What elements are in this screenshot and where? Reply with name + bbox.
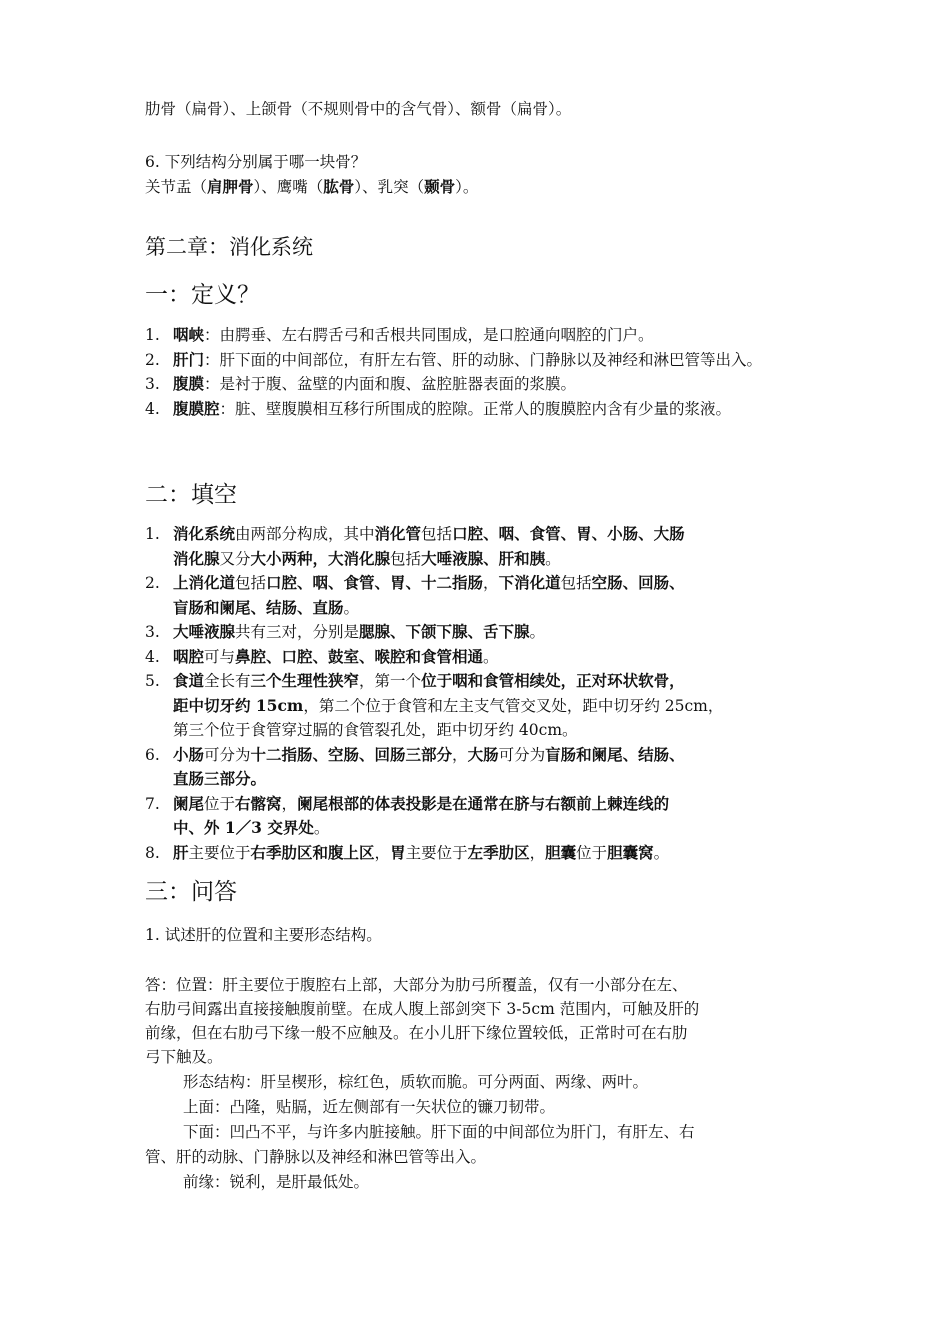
bold-text: 阑尾根部的体表投影是在通常在脐与右额前上棘连线的 bbox=[297, 793, 670, 813]
list-item-text bbox=[173, 522, 815, 571]
list-item bbox=[145, 323, 815, 348]
list-item bbox=[145, 372, 815, 397]
text-run: 。 bbox=[545, 549, 561, 568]
list-item bbox=[145, 620, 815, 645]
bold-text: 肝门 bbox=[173, 349, 205, 369]
list-item-text bbox=[173, 669, 815, 743]
list-item-number: 6. bbox=[145, 745, 160, 764]
list-item-number: 4. bbox=[145, 647, 160, 666]
bold-text: 大肠 bbox=[467, 744, 499, 764]
answer-lower-surface-cont: 管、肝的动脉、门静脉以及神经和淋巴管等出入。 bbox=[145, 1148, 487, 1166]
list-item-text bbox=[173, 743, 815, 792]
list-item bbox=[145, 792, 815, 841]
chapter-title: 第二章：消化系统 bbox=[145, 235, 313, 259]
list-item-number: 1. bbox=[145, 525, 160, 543]
text-run: ：肝下面的中间部位，有肝左右管、肝的动脉、门静脉以及神经和淋巴管等出入。 bbox=[204, 350, 763, 369]
answer-lower-surface: 下面：凹凸不平，与许多内脏接触。肝下面的中间部位为肝门，有肝左、右 bbox=[183, 1123, 695, 1141]
list-item-text bbox=[173, 645, 815, 670]
list-item-number: 2. bbox=[145, 350, 160, 369]
bold-text: 大唾液腺 bbox=[173, 622, 236, 641]
definition-list bbox=[145, 323, 815, 421]
list-item bbox=[145, 397, 815, 422]
text-run: 共有三对，分别是 bbox=[235, 623, 360, 641]
text-run: 关节盂（ bbox=[145, 178, 208, 196]
bold-text: 咽峡 bbox=[173, 325, 205, 344]
text-run: 主要位于 bbox=[188, 843, 251, 862]
list-item-text bbox=[173, 571, 815, 620]
bold-text: 胃 bbox=[390, 842, 406, 862]
text-run: 由两部分构成，其中 bbox=[235, 525, 375, 543]
bold-text: 下消化道 bbox=[498, 573, 561, 592]
question-6-title: 6. 下列结构分别属于哪一块骨？ bbox=[145, 153, 367, 171]
bold-text: 上消化道 bbox=[173, 573, 236, 592]
answer-line-2: 右肋弓间露出直接接触腹前壁。在成人腹上部剑突下 3-5cm 范围内，可触及肝的 bbox=[145, 1000, 700, 1018]
list-item-text bbox=[173, 372, 815, 397]
bold-text: 消化管 bbox=[374, 524, 422, 543]
bold-text: 三个生理性狭窄 bbox=[250, 671, 360, 690]
bold-text: 位于咽和食管相续处，正对环状软骨， bbox=[421, 671, 685, 690]
text-run: ：是衬于腹、盆壁的内面和腹、盆腔脏器表面的浆膜。 bbox=[204, 375, 577, 393]
bold-text: 小肠 bbox=[173, 744, 205, 764]
list-item bbox=[145, 669, 815, 743]
text-run: ， bbox=[281, 794, 298, 813]
bold-text: 口腔、咽、食管、胃、十二指肠 bbox=[266, 573, 484, 592]
text-run: 包括 bbox=[235, 574, 267, 592]
bold-text: 咽腔 bbox=[173, 646, 205, 666]
answer-line-3: 前缘，但在右肋弓下缘一般不应触及。在小儿肝下缘位置较低，正常时可在右肋 bbox=[145, 1024, 688, 1042]
text-run: 。 bbox=[653, 843, 670, 862]
list-item-number: 1. bbox=[145, 326, 160, 344]
paragraph-bone-types: 肋骨（扁骨）、上颌骨（不规则骨中的含气骨）、额骨（扁骨）。 bbox=[145, 100, 572, 118]
bold-text: 右季肋区和腹上区 bbox=[250, 842, 375, 862]
bold-text: 肱骨 bbox=[323, 177, 355, 196]
question-liver: 1. 试述肝的位置和主要形态结构。 bbox=[145, 926, 382, 944]
text-run: ）。 bbox=[455, 178, 479, 196]
bold-text: 右髂窝 bbox=[235, 793, 282, 813]
text-run: ）、鹰嘴（ bbox=[253, 178, 324, 196]
bold-text: 肝 bbox=[173, 842, 189, 862]
bold-text: 空肠、回肠、 bbox=[591, 573, 685, 592]
text-run: ， bbox=[452, 745, 468, 764]
bold-text: 盲肠和阑尾、结肠、 bbox=[545, 744, 685, 764]
bold-text: 十二指肠、空肠、回肠三部分 bbox=[250, 744, 453, 764]
list-item-text bbox=[173, 792, 815, 841]
list-item bbox=[145, 348, 815, 373]
list-item bbox=[145, 841, 815, 866]
text-run: 包括 bbox=[390, 549, 422, 568]
text-run: 。 bbox=[313, 819, 330, 837]
list-item-number: 8. bbox=[145, 843, 160, 862]
bold-text: 距中切牙约 15cm bbox=[173, 695, 304, 715]
list-item-text bbox=[173, 841, 815, 866]
bold-text: 左季肋区 bbox=[467, 842, 530, 862]
section-1-title: 一：定义？ bbox=[145, 282, 260, 308]
text-run: ， bbox=[374, 843, 391, 862]
section-2-title: 二：填空 bbox=[145, 482, 237, 508]
list-item-number: 5. bbox=[145, 672, 160, 690]
bold-text: 阑尾 bbox=[173, 793, 205, 813]
text-run: 位于 bbox=[576, 843, 608, 862]
text-run: ：脏、壁腹膜相互移行所围成的腔隙。正常人的腹膜腔内含有少量的浆液。 bbox=[219, 399, 732, 418]
text-run: ，第二个位于食管和左主支气管交叉处，距中切牙约 25cm， bbox=[303, 696, 724, 715]
list-item bbox=[145, 645, 815, 670]
bold-text: 胆囊 bbox=[545, 842, 577, 862]
section-3-title: 三：问答 bbox=[145, 879, 237, 905]
list-item-number: 7. bbox=[145, 794, 160, 813]
bold-text: 直肠三部分。 bbox=[173, 769, 267, 788]
bold-text: 腹膜 bbox=[173, 374, 205, 393]
text-run: 。 bbox=[483, 647, 499, 666]
bold-text: 盲肠和阑尾、结肠、直肠 bbox=[173, 597, 344, 617]
list-item-text bbox=[173, 397, 815, 422]
list-item-number: 3. bbox=[145, 375, 160, 393]
list-item-number: 2. bbox=[145, 574, 160, 592]
bold-text: 胆囊窝 bbox=[607, 842, 654, 862]
list-item-text bbox=[173, 620, 815, 645]
bold-text: 大唾液腺、肝和胰 bbox=[421, 548, 546, 568]
text-run: 。 bbox=[343, 598, 360, 617]
text-run: 可与 bbox=[204, 647, 236, 666]
bold-text: 肩胛骨 bbox=[207, 177, 254, 196]
bold-text: 口腔、咽、食管、胃、小肠、大肠 bbox=[452, 524, 685, 543]
bold-text: 颞骨 bbox=[424, 177, 456, 196]
list-item bbox=[145, 743, 815, 792]
answer-shape: 形态结构：肝呈楔形，棕红色，质软而脆。可分两面、两缘、两叶。 bbox=[183, 1073, 649, 1091]
answer-upper-surface: 上面：凸隆，贴膈，近左侧部有一矢状位的镰刀韧带。 bbox=[183, 1098, 556, 1116]
bold-text: 消化腺 bbox=[173, 548, 220, 568]
list-item-number: 3. bbox=[145, 623, 160, 641]
text-run: 可分为 bbox=[498, 745, 546, 764]
list-item bbox=[145, 522, 815, 571]
text-run: 主要位于 bbox=[405, 843, 468, 862]
bold-text: 腹膜腔 bbox=[173, 398, 220, 418]
answer-line-4: 弓下触及。 bbox=[145, 1048, 223, 1066]
bold-text: 大小两种，大消化腺 bbox=[250, 548, 391, 568]
text-run: 第三个位于食管穿过膈的食管裂孔处，距中切牙约 40cm。 bbox=[173, 721, 578, 739]
answer-front-edge: 前缘：锐利，是肝最低处。 bbox=[183, 1173, 370, 1191]
text-run: 全长有 bbox=[204, 672, 251, 690]
question-6-answer bbox=[145, 175, 815, 199]
text-run: 包括 bbox=[421, 525, 453, 543]
text-run: 。 bbox=[529, 623, 546, 641]
text-run: 位于 bbox=[204, 794, 236, 813]
bold-text: 消化系统 bbox=[173, 524, 236, 543]
list-item-text bbox=[173, 323, 815, 348]
list-item-number: 4. bbox=[145, 399, 160, 418]
text-run: 又分 bbox=[219, 549, 251, 568]
list-item-text bbox=[173, 348, 815, 373]
fill-blank-list bbox=[145, 522, 815, 865]
list-item bbox=[145, 571, 815, 620]
text-run: ， bbox=[483, 574, 499, 592]
bold-text: 食道 bbox=[173, 671, 205, 690]
text-run: ， bbox=[529, 843, 546, 862]
text-run: 包括 bbox=[560, 574, 592, 592]
bold-text: 腮腺、下颌下腺、舌下腺 bbox=[359, 622, 530, 641]
text-run: ）、乳突（ bbox=[354, 178, 425, 196]
text-run: ：由腭垂、左右腭舌弓和舌根共同围成，是口腔通向咽腔的门户。 bbox=[204, 326, 654, 344]
text-run: ，第一个 bbox=[359, 672, 422, 690]
text-run: 可分为 bbox=[204, 745, 251, 764]
answer-line-1: 答：位置：肝主要位于腹腔右上部，大部分为肋弓所覆盖，仅有一小部分在左、 bbox=[145, 976, 688, 994]
bold-text: 中、外 1／3 交界处 bbox=[173, 818, 314, 837]
bold-text: 鼻腔、口腔、鼓室、喉腔和食管相通 bbox=[235, 646, 484, 666]
